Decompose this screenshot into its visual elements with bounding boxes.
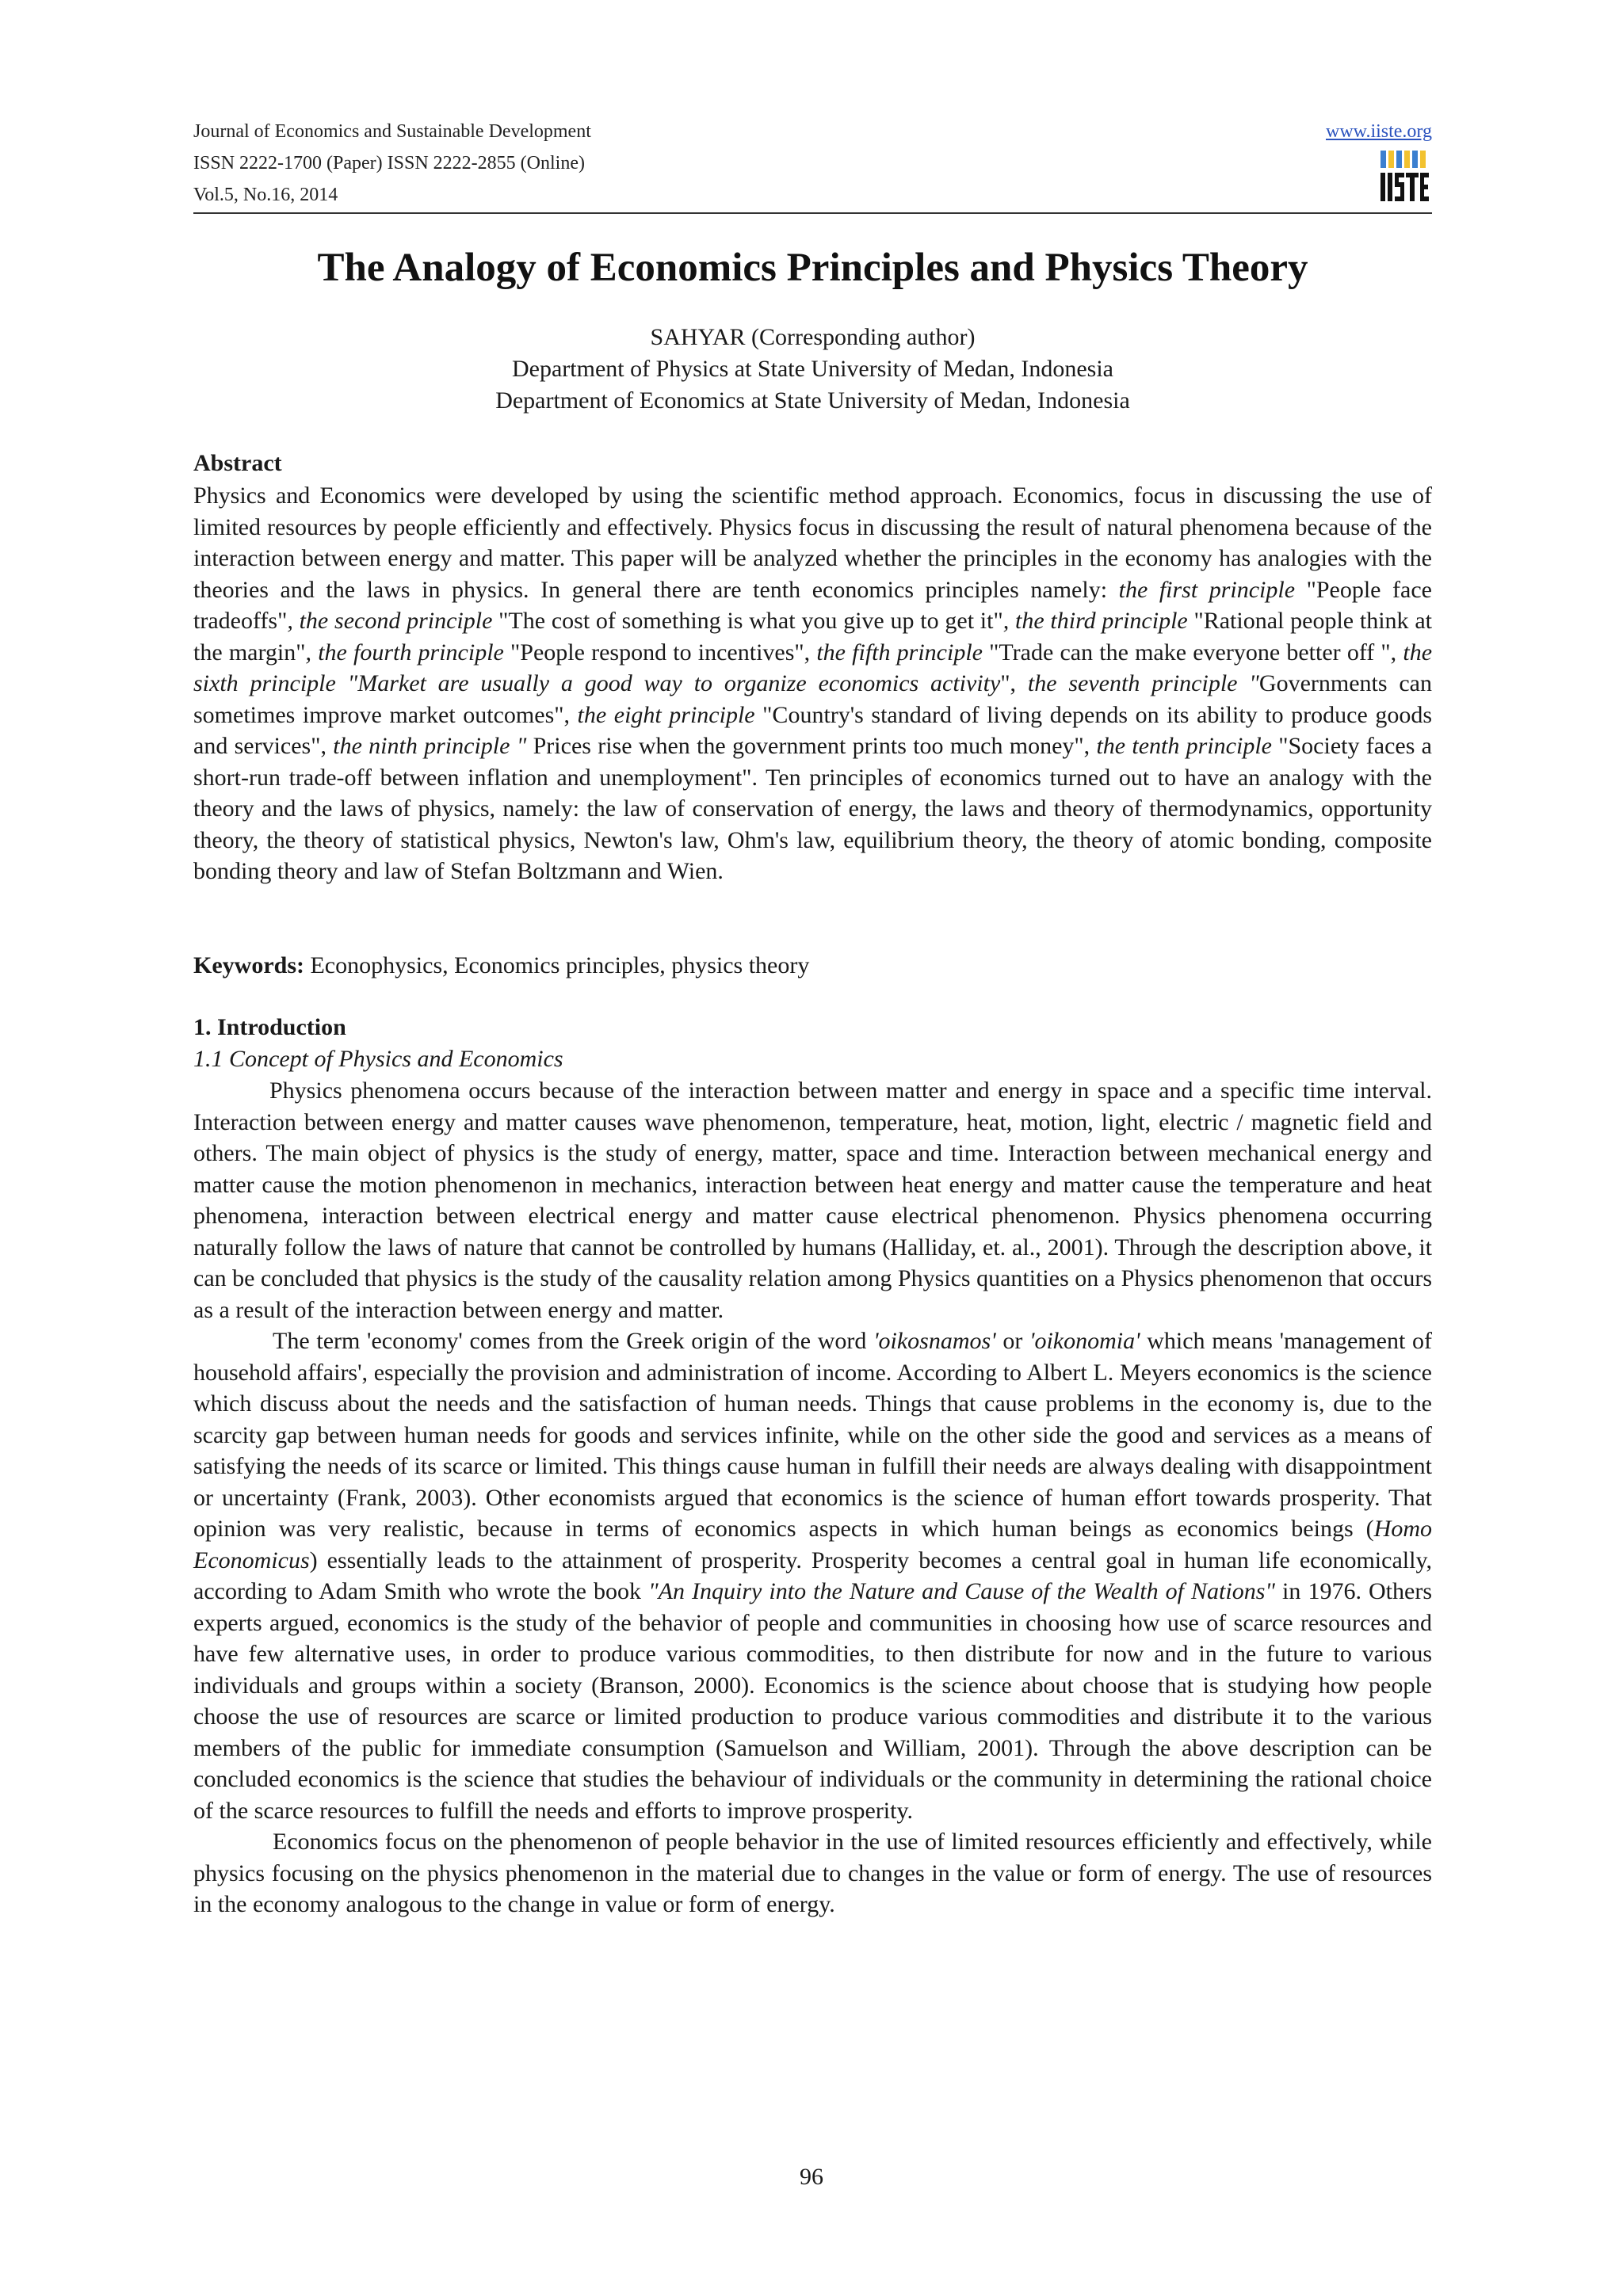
abstract-heading: Abstract (193, 450, 282, 476)
intro-term-oikonomia: 'oikonomia' (1029, 1328, 1140, 1354)
intro-term-oikosnamos: 'oikosnamos' (873, 1328, 996, 1354)
abstract-principle-9: the ninth principle " (333, 733, 527, 759)
page-number: 96 (800, 2164, 823, 2190)
abstract-principle-5: the fifth principle (816, 639, 983, 666)
author-name: SAHYAR (Corresponding author) (650, 324, 976, 350)
abstract-principle-2: , the second principle (287, 608, 493, 634)
author-affiliation-physics: Department of Physics at State University of Medan, Indonesia (512, 356, 1113, 382)
author-affiliation-economics: Department of Economics at State University of Medan, Indonesia (495, 387, 1130, 414)
abstract-text (193, 480, 1432, 887)
abstract-run: Physics and Economics were developed by using the scientific method approach. Economics, focus in discussing the use of limited resources by people efficiently and effectively. Physics focus in discussing the result of natural phenomena because of the interaction between energy and matter. This paper will be analyzed whether the principles in the economy has analogies with the theories and the laws in physics. In general there are tenth economics principles namely: (193, 482, 1432, 603)
intro-paragraph-2 (193, 1325, 1432, 1826)
intro-paragraph-3: Economics focus on the phenomenon of people behavior in the use of limited resources efficiently and effectively, while physics focusing on the physics phenomenon in the material due to changes in the value or form of energy. The use of resources in the economy analogous to the change in value or form of energy. (193, 1829, 1432, 1917)
intro-book-title: "An Inquiry into the Nature and Cause of the Wealth of Nations" (648, 1578, 1275, 1604)
abstract-run: "The cost of something is what you give up to get it" (492, 608, 1003, 634)
keywords-text: Econophysics, Economics principles, physics theory (304, 952, 810, 978)
section-heading-introduction: 1. Introduction (193, 1014, 346, 1040)
abstract-run: ", (1000, 670, 1028, 696)
paper-title: The Analogy of Economics Principles and Physics Theory (317, 246, 1308, 290)
journal-volume: Vol.5, No.16, 2014 (193, 185, 338, 205)
intro-run: which means 'management of household affairs', especially the provision and administration of income. According to Albert L. Meyers economics is the science which discuss about the needs and the satisfaction of human needs. Things that cause problems in the economy is, due to the scarcity gap between human needs for goods and services infinite, while on the other side the good and services as a means of satisfying the needs of its scarce or limited. This things cause human in fulfill their needs are always dealing with disappointment or uncertainty (Frank, 2003). Other economists argued that economics is the science of human effort towards prosperity. That opinion was very realistic, because in terms of economics aspects in which human beings as economics beings ( (193, 1328, 1432, 1542)
introduction-body (193, 1075, 1432, 1920)
abstract-run: "Society faces a short-run trade-off between inflation and unemployment". Ten principles of economics turned out to have an analogy with the theory and the laws of physics, namely: the law of conservation of energy, the laws and theory of thermodynamics, opportunity theory, the theory of statistical physics, Newton's law, Ohm's law, equilibrium theory, the theory of atomic bonding, composite bonding theory and law of Stefan Boltzmann and Wien. (193, 733, 1432, 884)
abstract-principle-3: , the third principle (1002, 608, 1188, 634)
intro-run: or (995, 1328, 1030, 1354)
abstract-run: "Rational people think at the margin" (193, 608, 1432, 666)
author-block (193, 322, 1432, 417)
intro-run: in 1976. Others experts argued, economics is the study of the behavior of people and communities in choosing how use of scarce resources and have few alternative uses, in order to produce various commodities, to then distribute for now and in the future to various individuals and groups within a society (Branson, 2000). Economics is the science about choose that is studying how people choose the use of resources are scarce or limited production to produce various commodities and distribute it to the various members of the public for immediate consumption (Samuelson and William, 2001). Through the above description can be concluded economics is the science that studies the behaviour of individuals or the community in determining the rational choice of the scarce resources to fulfill the needs and efforts to improve prosperity. (193, 1578, 1432, 1824)
abstract-run: Prices rise when the government prints too much money", (526, 733, 1097, 759)
abstract-principle-7: the seventh principle " (1027, 670, 1259, 696)
abstract-run: "People face tradeoffs" (193, 576, 1432, 634)
header-rule (193, 212, 1432, 214)
abstract-run: Governments can sometimes improve market outcomes", (193, 670, 1432, 728)
journal-name: Journal of Economics and Sustainable Development (193, 121, 591, 142)
iiste-logo-icon (1379, 149, 1430, 203)
keywords-label: Keywords: (193, 952, 304, 978)
journal-url-link[interactable]: www.iiste.org (1326, 121, 1432, 142)
keywords-line (193, 950, 1432, 982)
abstract-principle-4: , the fourth principle (305, 639, 504, 666)
abstract-principle-1: the first principle (1118, 576, 1296, 603)
journal-issn: ISSN 2222-1700 (Paper) ISSN 2222-2855 (Online) (193, 153, 585, 174)
intro-run: The term 'economy' comes from the Greek origin of the word (273, 1328, 874, 1354)
abstract-run: "Country's standard of living depends on its ability to produce goods and services", (193, 701, 1432, 759)
abstract-principle-6: the sixth principle "Market are usually a good way to organize economics activity (193, 639, 1433, 696)
abstract-principle-8: the eight principle (577, 701, 755, 728)
intro-run: ) essentially leads to the attainment of prosperity. Prosperity becomes a central goal in human life economically, according to Adam Smith who wrote the book (193, 1547, 1432, 1604)
intro-paragraph-1: Physics phenomena occurs because of the interaction between matter and energy in space and a specific time interval. Interaction between energy and matter causes wave phenomenon, temperature, heat, motion, light, electric / magnetic field and others. The main object of physics is the study of energy, matter, space and time. Interaction between mechanical energy and matter cause the motion phenomenon in mechanics, interaction between heat energy and matter cause the temperature and heat phenomena, interaction between electrical energy and matter cause electrical phenomenon. Physics phenomena occurring naturally follow the laws of nature that cannot be controlled by humans (Halliday, et. al., 2001). Through the description above, it can be concluded that physics is the study of the causality relation among Physics quantities on a Physics phenomenon that occurs as a result of the interaction between energy and matter. (193, 1077, 1433, 1323)
journal-header (193, 116, 591, 211)
abstract-principle-10: the tenth principle (1096, 733, 1272, 759)
intro-term-homo-economicus: Homo Economicus (193, 1516, 1432, 1573)
abstract-run: "Trade can the make everyone better off ", (982, 639, 1403, 666)
subsection-heading-concept: 1.1 Concept of Physics and Economics (193, 1046, 563, 1072)
abstract-run: "People respond to incentives", (503, 639, 817, 666)
